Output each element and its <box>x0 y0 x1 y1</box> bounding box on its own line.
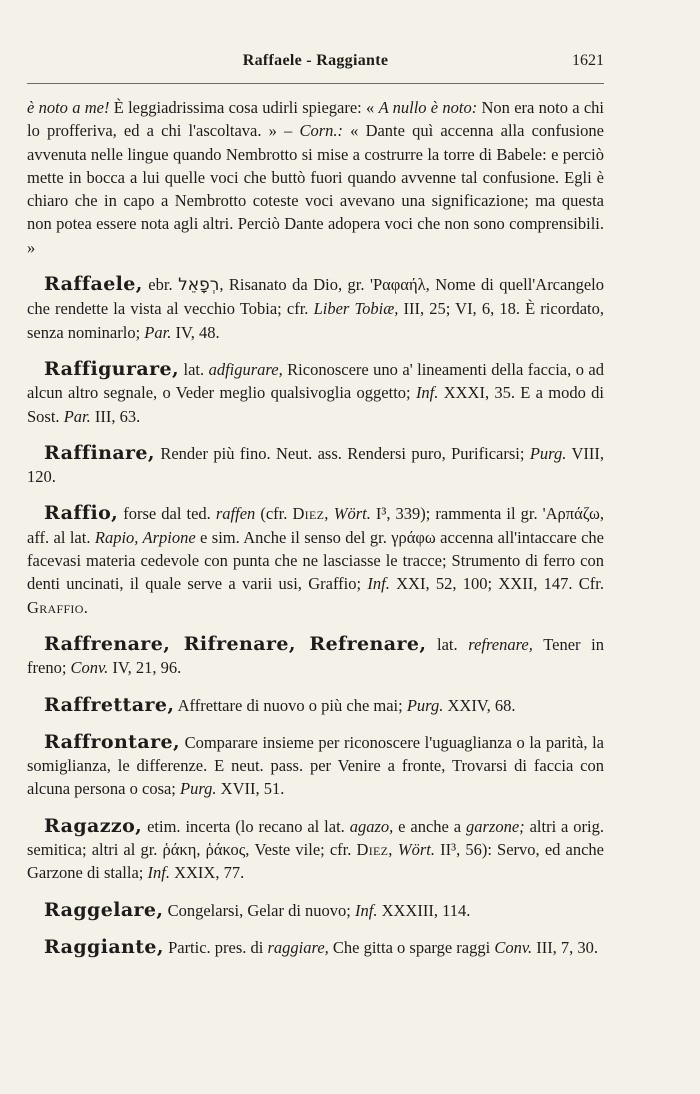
headword: Raffio, <box>44 502 119 525</box>
entry-raggelare: Raggelare, Congelarsi, Gelar di nuovo; Inf. XXXIII, 114. <box>44 898 471 921</box>
headword: Ragazzo, <box>44 814 143 837</box>
entry-raffrettare: Raffrettare, Affrettare di nuovo o più che mai; Purg. XXIV, 68. <box>44 693 516 716</box>
header-title: Raffaele - Raggiante <box>242 52 389 69</box>
headword: Raggiante, <box>44 935 164 958</box>
headword: Raffrontare, <box>44 730 180 753</box>
headword: Raffinare, <box>44 441 155 464</box>
entry-raffinare: Raffinare, Render più fino. Neut. ass. Rendersi puro, Purificarsi; Purg. VIII, 120. <box>27 441 604 487</box>
entry-raffigurare: Raffigurare, lat. adfigurare, Riconoscere uno a' lineamenti della faccia, o ad alcun altro segnale, o Veder meglio qualsivoglia oggetto; Inf. XXXI, 35. E a modo di Sost. Par. III, 63. <box>27 357 605 426</box>
page-body <box>27 96 604 959</box>
entry-raffio: Raffio, forse dal ted. raffen (cfr. Diez, Wört. I³, 339); rammenta il gr. 'Αρπάζω, aff. al lat. Rapio, Arpione e sim. Anche il senso del gr. γράφω accenna all'intaccare che facevasi materia cedevole con punta che ne lasciasse le tracce; Strumento di ferro con denti uncinati, il quale serve a varii usi, Graffio; Inf. XXI, 52, 100; XXII, 147. Cfr. Graffio. <box>27 502 604 617</box>
entry-raggiante: Raggiante, Partic. pres. di raggiare, Che gitta o sparge raggi Conv. III, 7, 30. <box>44 935 599 958</box>
headword: Raffaele, <box>44 273 143 296</box>
continuation-paragraph: è noto a me! È leggiadrissima cosa udirli spiegare: « A nullo è noto: Non era noto a chi lo profferiva, ed a chi l'ascoltava. » – Corn.: « Dante quì accenna alla confusione avvenuta nelle lingue quando Nembrotto si mise a costrurre la torre di Babele: e perciò mette in bocca a lui quelle voci che buttò fuori quando avvenne tal confusione. Egli è chiaro che in capo a Nembrotto coteste voci avevano una significazione; ma questa non potea essere nota agli altri. Perciò Dante adopera voci che non sono comprensibili. » <box>27 98 604 257</box>
entry-ragazzo: Ragazzo, etim. incerta (lo recano al lat. agazo, e anche a garzone; altri a orig. semitica; altri al gr. ῥάκη, ῥάκος, Veste vile; cfr. Diez, Wört. II³, 56): Servo, ed anche Garzone di stalla; Inf. XXIX, 77. <box>27 814 604 883</box>
running-header <box>27 52 604 76</box>
entry-raffrontare: Raffrontare, Comparare insieme per riconoscere l'uguaglianza o la parità, la somiglianza, le differenze. E neut. pass. per Venire a fronte, Trovarsi di faccia con alcuna persona o cosa; Purg. XVII, 51. <box>27 730 604 799</box>
page-number: 1621 <box>572 52 604 69</box>
entry-raffaele: Raffaele, ebr. רְפָאֵל, Risanato da Dio, gr. 'Ραφαήλ, Nome di quell'Arcangelo che rendette la vista al vecchio Tobia; cfr. Liber Tobiæ, III, 25; VI, 6, 18. È ricordato, senza nominarlo; Par. IV, 48. <box>27 273 604 342</box>
entry-raffrenare: Raffrenare, Rifrenare, Refrenare, lat. refrenare, Tener in freno; Conv. IV, 21, 96. <box>27 632 604 678</box>
headword: Raffigurare, <box>44 357 180 380</box>
header-rule <box>27 83 604 84</box>
headword: Raffrettare, <box>44 693 175 716</box>
headword: Raggelare, <box>44 898 164 921</box>
hebrew-word: רְפָאֵל <box>178 275 220 296</box>
headword: Raffrenare, Rifrenare, Refrenare, <box>44 632 427 655</box>
